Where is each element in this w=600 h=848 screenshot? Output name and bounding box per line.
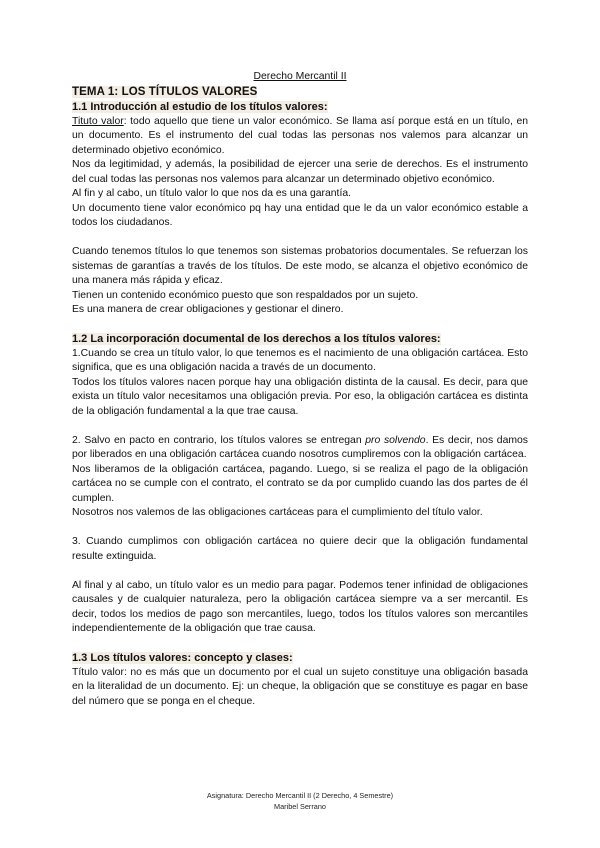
paragraph: Nos liberamos de la obligación cartácea, pagando. Luego, si se realiza el pago de la obligación cartácea no se cumple con el contrato, el contrato se da por cumplido cuando las dos partes de él cumplen. [72, 463, 528, 504]
paragraph: Tituto valor: todo aquello que tiene un valor económico. Se llama así porque está en un título, en un documento. Es el instrumento del cual todas las personas nos valemos para alcanzar un determinado objetivo económico. [72, 115, 529, 156]
page-content [72, 70, 528, 709]
italic-term: pro solvendo [365, 434, 426, 446]
spacer [72, 419, 528, 434]
spacer [72, 521, 528, 536]
paragraph: Tienen un contenido económico puesto que son respaldados por un sujeto. [72, 289, 419, 301]
footer-course: Asignatura: Derecho Mercantil II (2 Derecho, 4 Semestre) [206, 791, 394, 800]
paragraph: Título valor: no es más que un documento por el cual un sujeto constituye una obligación basada en la literalidad de un documento. Ej: un cheque, la obligación que se constituye es pagar en base del número que se ponga en el cheque. [72, 666, 528, 707]
spacer [72, 637, 528, 652]
paragraph: 3. Cuando cumplimos con obligación cartácea no quiere decir que la obligación fundamental resulte extinguida. [72, 536, 528, 562]
section-1-3-heading: 1.3 Los títulos valores: concepto y clases: [72, 652, 293, 664]
spacer [72, 231, 528, 246]
paragraph: Cuando tenemos títulos lo que tenemos son sistemas probatorios documentales. Se refuerzan los sistemas de garantías a través de los títulos. De este modo, se alcanza el objetivo económico de una manera más rápida y eficaz. [72, 246, 528, 286]
paragraph: Al fin y al cabo, un título valor lo que nos da es una garantía. [72, 188, 351, 199]
page-footer [0, 790, 600, 812]
footer-author: Maribel Serrano [274, 802, 326, 811]
paragraph: Un documento tiene valor económico pq hay una entidad que le da un valor económico estable a todos los ciudadanos. [72, 202, 528, 228]
paragraph: Al final y al cabo, un título valor es un medio para pagar. Podemos tener infinidad de obligaciones causales y de cualquier naturaleza, pero la obligación cartácea siempre va a ser mercantil. Es decir, todos los medios de pago son mercantiles, luego, todos los títulos valores son mercantiles independientemente de la obligación que trae causa. [72, 579, 528, 634]
spacer [72, 564, 528, 579]
paragraph: Todos los títulos valores nacen porque hay una obligación distinta de la causal. Es decir, para que exista un título valor necesitamos una obligación previa. Por eso, la obligación cartácea es distinta de la obligación fundamental a la que trae causa. [72, 376, 528, 417]
section-1-1-heading: 1.1 Introducción al estudio de los títulos valores: [72, 101, 328, 113]
paragraph: Nos da legitimidad, y además, la posibilidad de ejercer una serie de derechos. Es el instrumento del cual todas las personas nos valemos para alcanzar un determinado objetivo económico. [72, 159, 528, 185]
section-1-2-heading: 1.2 La incorporación documental de los derechos a los títulos valores: [72, 333, 441, 345]
tema-heading: TEMA 1: LOS TÍTULOS VALORES [72, 85, 258, 98]
spacer [72, 318, 528, 333]
paragraph: 1.Cuando se crea un título valor, lo que tenemos es el nacimiento de una obligación cartácea. Esto significa, que es una obligación nacida a través de un documento. [72, 347, 528, 373]
document-title: Derecho Mercantil II [253, 71, 347, 82]
term-titulo-valor: Tituto valor [72, 115, 124, 127]
paragraph: Nosotros nos valemos de las obligaciones cartáceas para el cumplimiento del título valor. [72, 507, 483, 518]
paragraph: 2. Salvo en pacto en contrario, los títulos valores se entregan pro solvendo. Es decir, nos damos por liberados en una obligación cartácea cuando nosotros cumpliremos con la obligación cartácea. [72, 434, 528, 460]
paragraph: Es una manera de crear obligaciones y gestionar el dinero. [72, 304, 344, 315]
